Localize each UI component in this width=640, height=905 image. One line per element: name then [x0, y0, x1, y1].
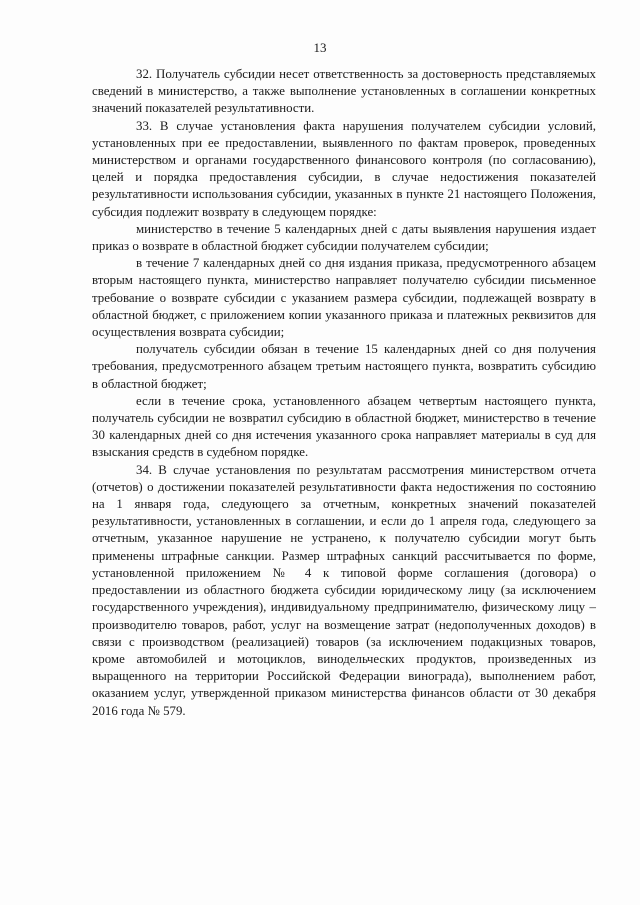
document-body — [92, 66, 596, 720]
paragraph-32: 32. Получатель субсидии несет ответственность за достоверность представляемых сведений в министерство, а также выполнение установленных в соглашении конкретных значений показателей результативности. — [92, 67, 596, 116]
paragraph-33-clause-3: получатель субсидии обязан в течение 15 календарных дней со дня получения требования, предусмотренного абзацем третьим настоящего пункта, возвратить субсидию в областной бюджет; — [92, 342, 596, 391]
paragraph-33-clause-4: если в течение срока, установленного абзацем четвертым настоящего пункта, получатель субсидии не возвратил субсидию в областной бюджет, министерство в течение 30 календарных дней со дня истечения указанного срока направляет материалы в суд для взыскания средств в судебном порядке. — [92, 393, 596, 460]
page-number: 13 — [313, 40, 327, 55]
paragraph-33: 33. В случае установления факта нарушения получателем субсидии условий, установленных при ее предоставлении, выявленного по фактам проверок, проведенных министерством и органами государственного финансового контроля (по согласованию), целей и порядка предоставления субсидии, в случае недостижения показателей результативности использования субсидии, указанных в пункте 21 настоящего Положения, субсидия подлежит возврату в следующем порядке: — [92, 118, 596, 219]
paragraph-33-clause-2: в течение 7 календарных дней со дня издания приказа, предусмотренного абзацем вторым настоящего пункта, министерство направляет получателю субсидии письменное требование о возврате субсидии с указанием размера субсидии, подлежащей возврату в областной бюджет, с приложением копии указанного приказа и платежных реквизитов для осуществления возврата субсидии; — [92, 256, 596, 340]
paragraph-34: 34. В случае установления по результатам рассмотрения министерством отчета (отчетов) о достижении показателей результативности факта недостижения по состоянию на 1 января года, следующего за отчетным, конкретных значений показателей результативности, установленных в соглашении, и если до 1 апреля года, следующего за отчетным, указанное нарушение не устранено, к получателю субсидии могут быть применены штрафные санкции. Размер штрафных санкций рассчитывается по форме, установленной приложением № 4 к типовой форме соглашения (договора) о предоставлении из областного бюджета субсидии юридическому лицу (за исключением государственного учреждения), индивидуальному предпринимателю, физическому лицу – производителю товаров, работ, услуг на возмещение затрат (недополученных доходов) в связи с производством (реализацией) товаров (за исключением подакцизных товаров, кроме автомобилей и мотоциклов, винодельческих продуктов, произведенных из выращенного на территории Российской Федерации винограда), выполнением работ, оказанием услуг, утвержденной приказом министерства финансов области от 30 декабря 2016 года № 579. — [92, 462, 596, 718]
paragraph-33-clause-1: министерство в течение 5 календарных дней с даты выявления нарушения издает приказ о возврате в областной бюджет субсидии получателем субсидии; — [92, 221, 596, 254]
